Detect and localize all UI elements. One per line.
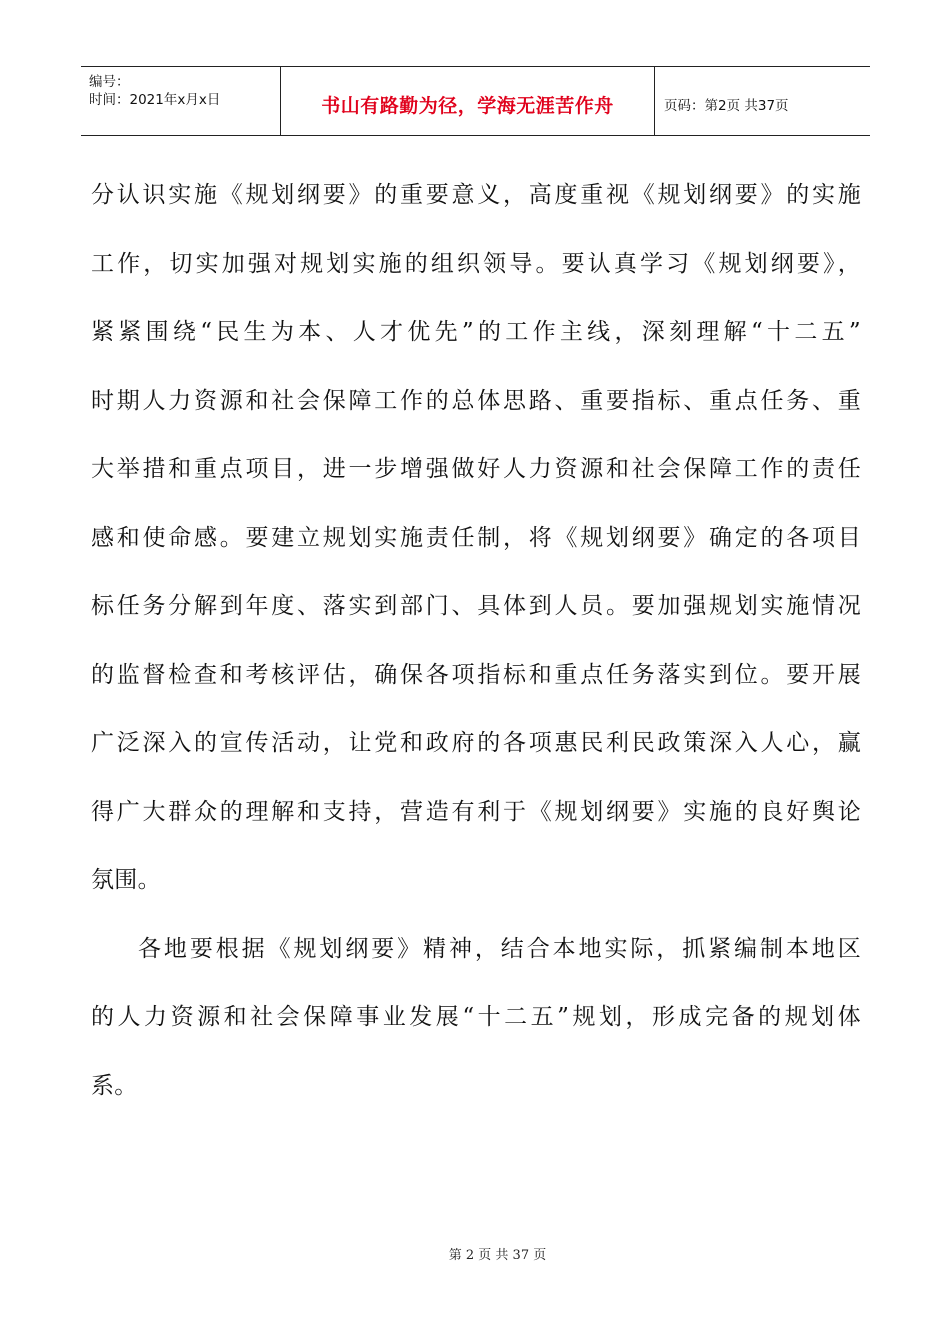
paragraph-first-line: 各地要根据《规划纲要》精神，结合本地实际，抓紧编制本地区: [138, 935, 861, 962]
body-line: 感和使命感。要建立规划实施责任制，将《规划纲要》确定的各项目: [91, 524, 861, 551]
body-line: 氛围。: [91, 867, 161, 893]
header-page-indicator: 页码：第2页 共37页: [664, 98, 789, 114]
body-line: 时期人力资源和社会保障工作的总体思路、重要指标、重点任务、重: [91, 387, 861, 414]
body-line: 得广大群众的理解和支持，营造有利于《规划纲要》实施的良好舆论: [91, 798, 861, 825]
document-date-label: 时间：2021年x月x日: [89, 92, 221, 108]
body-line: 工作，切实加强对规划实施的组织领导。要认真学习《规划纲要》，: [91, 250, 861, 277]
page-header: [81, 66, 870, 136]
body-line: 大举措和重点项目，进一步增强做好人力资源和社会保障工作的责任: [91, 456, 861, 482]
body-line: 广泛深入的宣传活动，让党和政府的各项惠民利民政策深入人心，赢: [91, 730, 861, 756]
body-line: 分认识实施《规划纲要》的重要意义，高度重视《规划纲要》的实施: [91, 182, 861, 208]
document-number-label: 编号：: [89, 74, 130, 90]
body-line: 的监督检查和考核评估，确保各项指标和重点任务落实到位。要开展: [91, 661, 861, 688]
body-line: 紧紧围绕“民生为本、人才优先”的工作主线，深刻理解“十二五”: [91, 319, 861, 345]
page-footer: 第 2 页 共 37 页: [448, 1248, 547, 1263]
header-motto: 书山有路勤为径，学海无涯苦作舟: [281, 67, 655, 135]
header-meta-cell: [81, 67, 281, 135]
document-body: [91, 166, 861, 1125]
body-line: 的人力资源和社会保障事业发展“十二五”规划，形成完备的规划体: [91, 1004, 861, 1030]
body-line: 标任务分解到年度、落实到部门、具体到人员。要加强规划实施情况: [91, 593, 861, 619]
body-line: 系。: [91, 1072, 138, 1099]
